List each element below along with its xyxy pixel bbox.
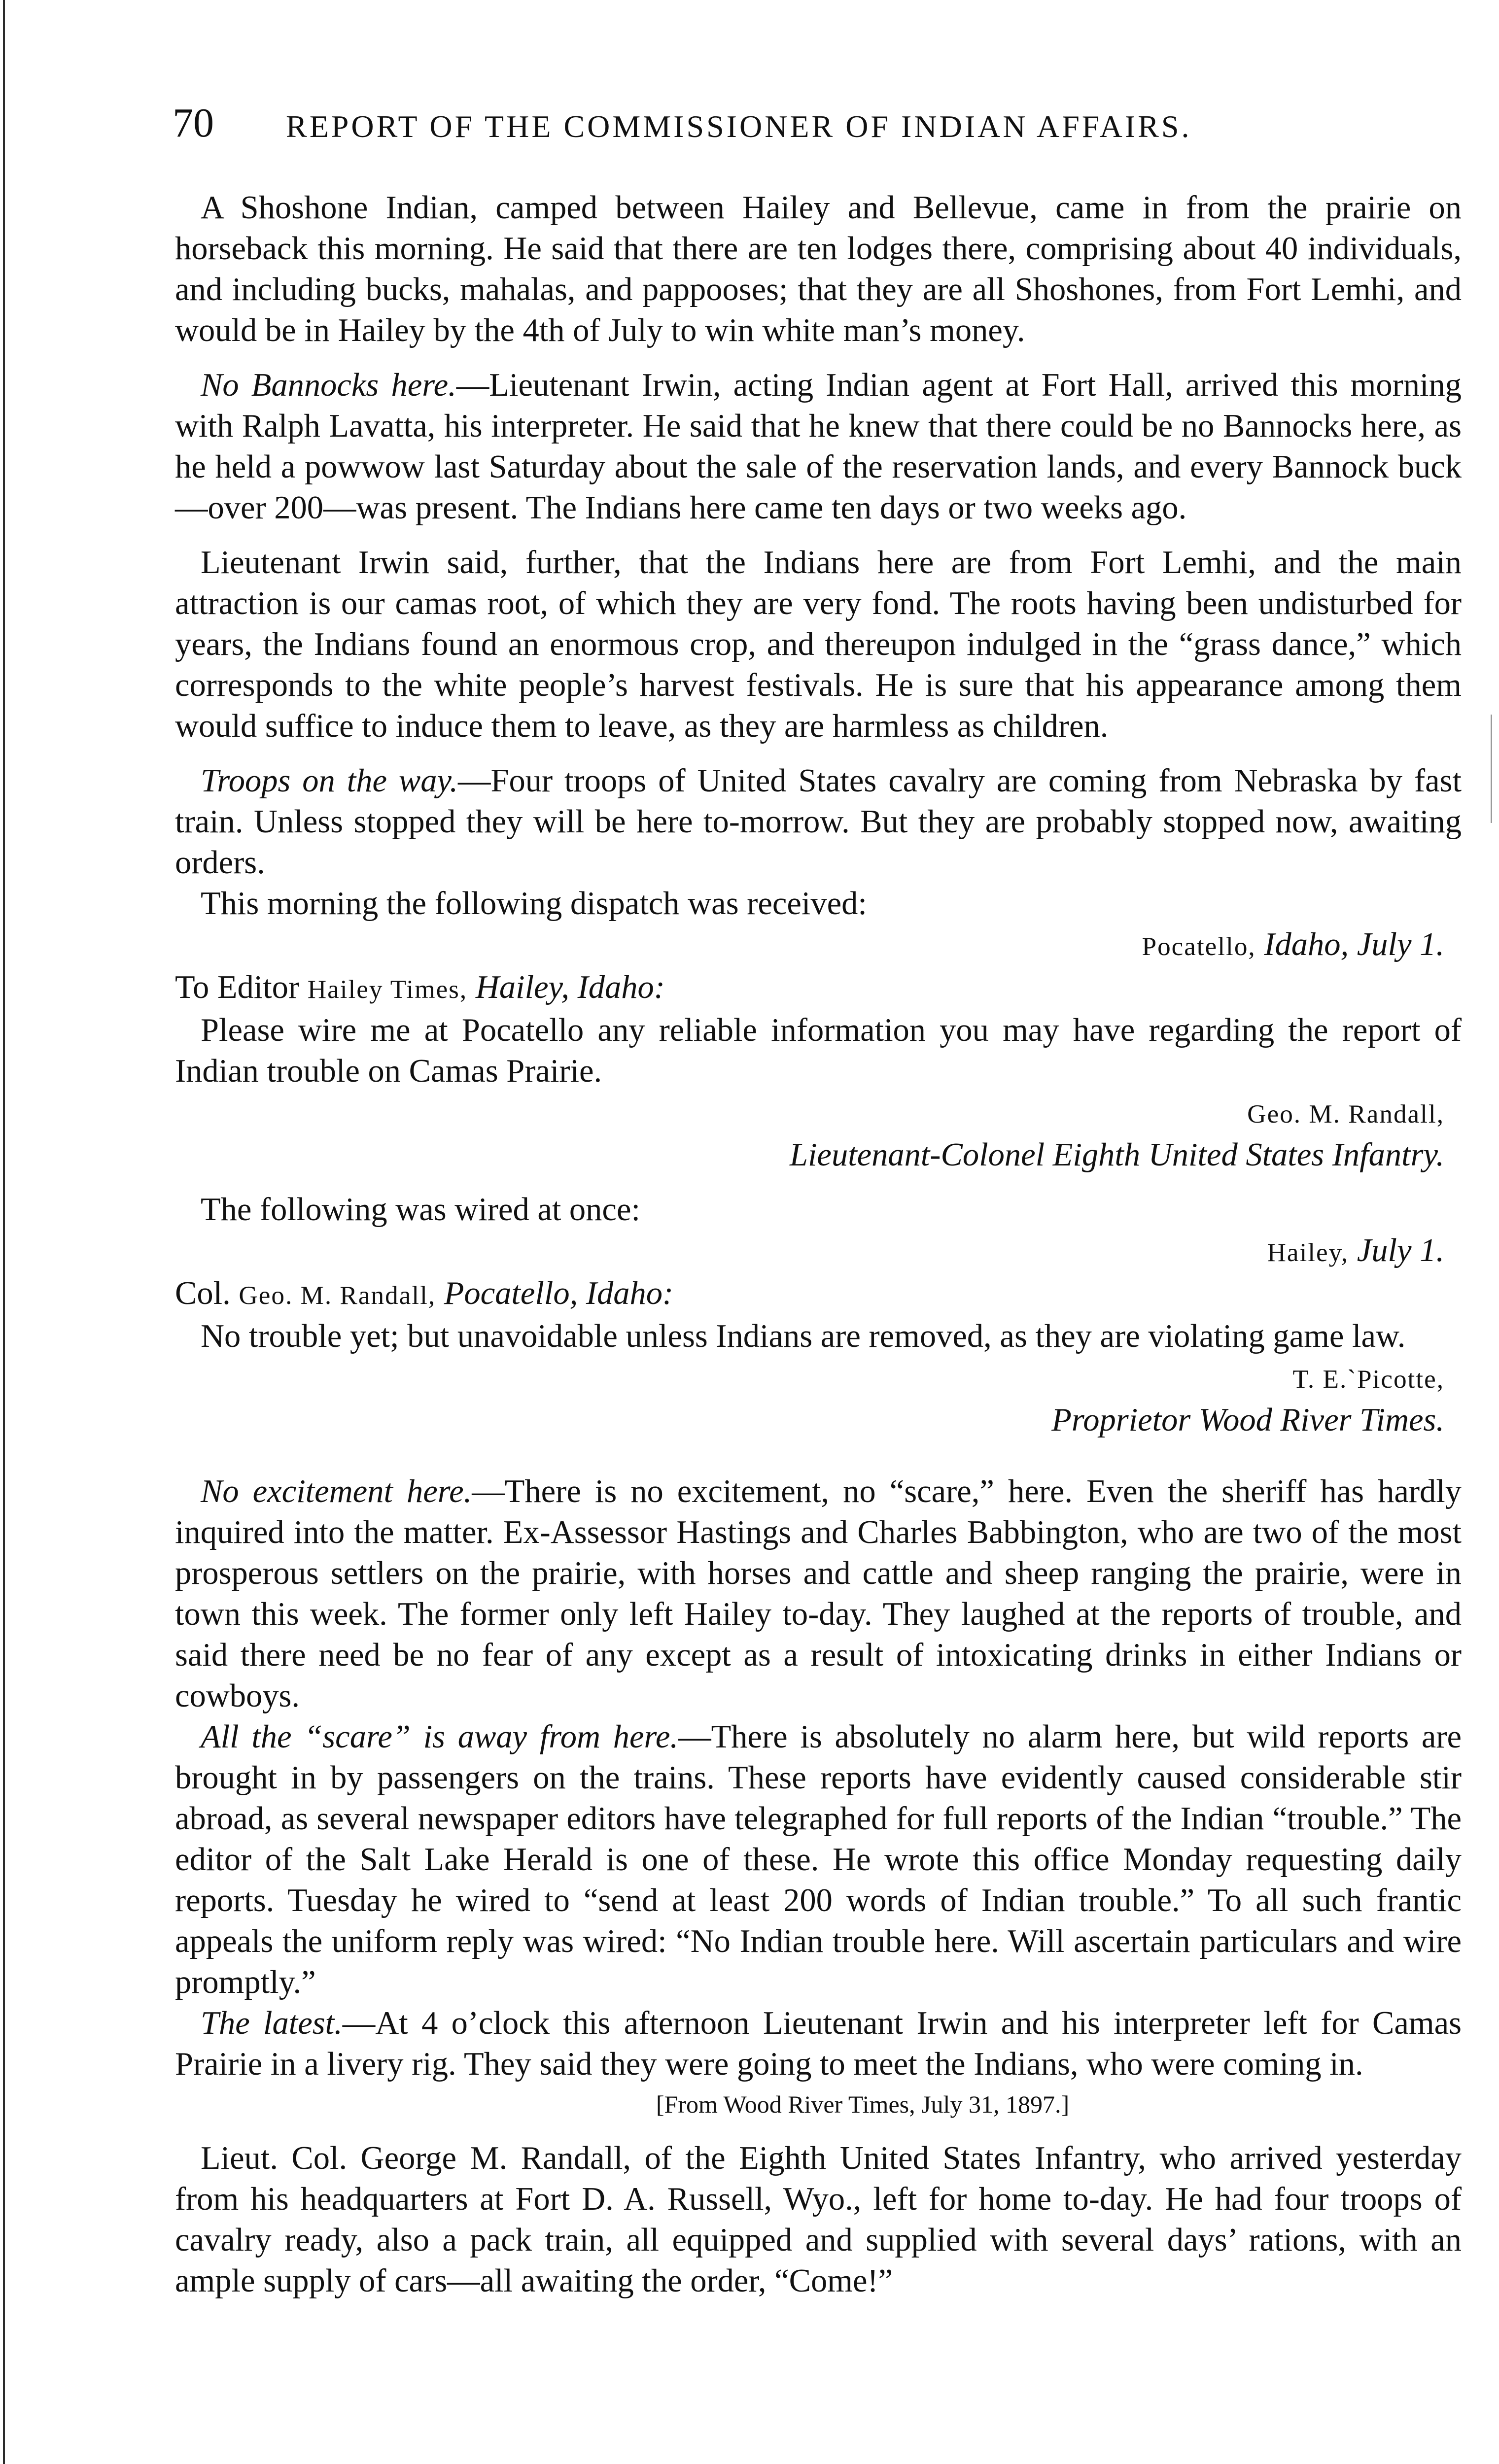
page-number: 70 xyxy=(173,100,214,146)
dispatch-text: Please wire me at Pocatello any reliable information you may have regarding the report of Indian trouble on Camas Prairie. xyxy=(175,1012,1462,1089)
section-heading: Troops on the way. xyxy=(201,763,458,799)
section-heading: No Bannocks here. xyxy=(201,367,456,403)
paragraph-scare-away: All the “scare” is away from here.—There is absolutely no alarm here, but wild reports are brought in by passengers on the trains. These reports have evidently caused considerable stir abroad, as several newspaper editors have telegraphed for full reports of the Indian “trouble.” The editor of the Salt Lake Herald is one of these. He wrote this office Monday requesting daily reports. Tuesday he wired to “send at least 200 words of Indian trouble.” To all such frantic appeals the uniform reply was wired: “No Indian trouble here. Will ascertain particulars and wire promptly.” xyxy=(175,1719,1462,2000)
paragraph-dispatch-intro: This morning the following dispatch was received: xyxy=(201,886,867,922)
dispatch-from-randall xyxy=(175,924,1462,1175)
scan-left-border xyxy=(3,0,5,2464)
dispatch-dateline: Pocatello, Idaho, July 1. xyxy=(1142,926,1444,962)
paragraph-randall-departure: Lieut. Col. George M. Randall, of the Eighth United States Infantry, who arrived yesterday from his headquarters at Fort D. A. Russell, Wyo., left for home to-day. He had four troops of cavalry ready, also a pack train, all equipped and supplied with several days’ rations, with an ample supply of cars—all awaiting the order, “Come!” xyxy=(175,2140,1462,2299)
reply-dateline: Hailey, July 1. xyxy=(1267,1232,1444,1268)
paragraph-troops: Troops on the way.—Four troops of United States cavalry are coming from Nebraska by fast train. Unless stopped they will be here to-morrow. But they are probably stopped now, awaiting orders. xyxy=(175,763,1462,881)
section-heading: No excitement here. xyxy=(201,1473,472,1509)
section-heading: All the “scare” is away from here. xyxy=(201,1719,679,1755)
page-header xyxy=(173,99,1434,158)
scan-margin-mark xyxy=(1491,715,1492,823)
article-body xyxy=(175,187,1462,2301)
reply-salutation: Col. Geo. M. Randall, Pocatello, Idaho: xyxy=(175,1275,674,1311)
running-title: REPORT OF THE COMMISSIONER OF INDIAN AFFAIRS. xyxy=(286,109,1192,144)
dispatch-salutation: To Editor Hailey Times, Hailey, Idaho: xyxy=(175,969,665,1005)
paragraph-irwin-further: Lieutenant Irwin said, further, that the Indians here are from Fort Lemhi, and the main attraction is our camas root, of which they are very fond. The roots having been undisturbed for years, the Indians found an enormous crop, and thereupon indulged in the “grass dance,” which corresponds to the white people’s harvest festivals. He is sure that his appearance among them would suffice to induce them to leave, as they are harmless as children. xyxy=(175,545,1462,744)
paragraph-wired-at-once: The following was wired at once: xyxy=(201,1192,640,1228)
reply-signer-title: Proprietor Wood River Times. xyxy=(1051,1402,1444,1438)
dispatch-signer-title: Lieutenant-Colonel Eighth United States Infantry. xyxy=(789,1137,1444,1173)
source-citation: [From Wood River Times, July 31, 1897.] xyxy=(656,2090,1070,2118)
section-heading: The latest. xyxy=(201,2005,343,2041)
paragraph-no-excitement: No excitement here.—There is no excitement, no “scare,” here. Even the sheriff has hardly inquired into the matter. Ex-Assessor Hastings and Charles Babbington, who are two of the most prosperous settlers on the prairie, with horses and cattle and sheep ranging the prairie, were in town this week. The former only left Hailey to-day. They laughed at the reports of trouble, and said there need be no fear of any except as a result of intoxicating drinks in either Indians or cowboys. xyxy=(175,1473,1462,1714)
paragraph-no-bannocks: No Bannocks here.—Lieutenant Irwin, acting Indian agent at Fort Hall, arrived this morning with Ralph Lavatta, his interpreter. He said that he knew that there could be no Bannocks here, as he held a powwow last Saturday about the sale of the reservation lands, and every Bannock buck—over 200—was present. The Indians here came ten days or two weeks ago. xyxy=(175,367,1462,526)
paragraph-latest: The latest.—At 4 o’clock this afternoon Lieutenant Irwin and his interpreter left for Camas Prairie in a livery rig. They said they were going to meet the Indians, who were coming in. xyxy=(175,2005,1462,2082)
dispatch-signer: Geo. M. Randall, xyxy=(1247,1099,1444,1129)
dispatch-reply xyxy=(175,1230,1462,1440)
paragraph-shoshone-indian: A Shoshone Indian, camped between Hailey and Bellevue, came in from the prairie on horseback this morning. He said that there are ten lodges there, comprising about 40 individuals, and including bucks, mahalas, and pappooses; that they are all Shoshones, from Fort Lemhi, and would be in Hailey by the 4th of July to win white man’s money. xyxy=(175,190,1462,348)
reply-text: No trouble yet; but unavoidable unless Indians are removed, as they are violating game law. xyxy=(201,1318,1406,1354)
reply-signer: T. E.`Picotte, xyxy=(1292,1365,1444,1394)
